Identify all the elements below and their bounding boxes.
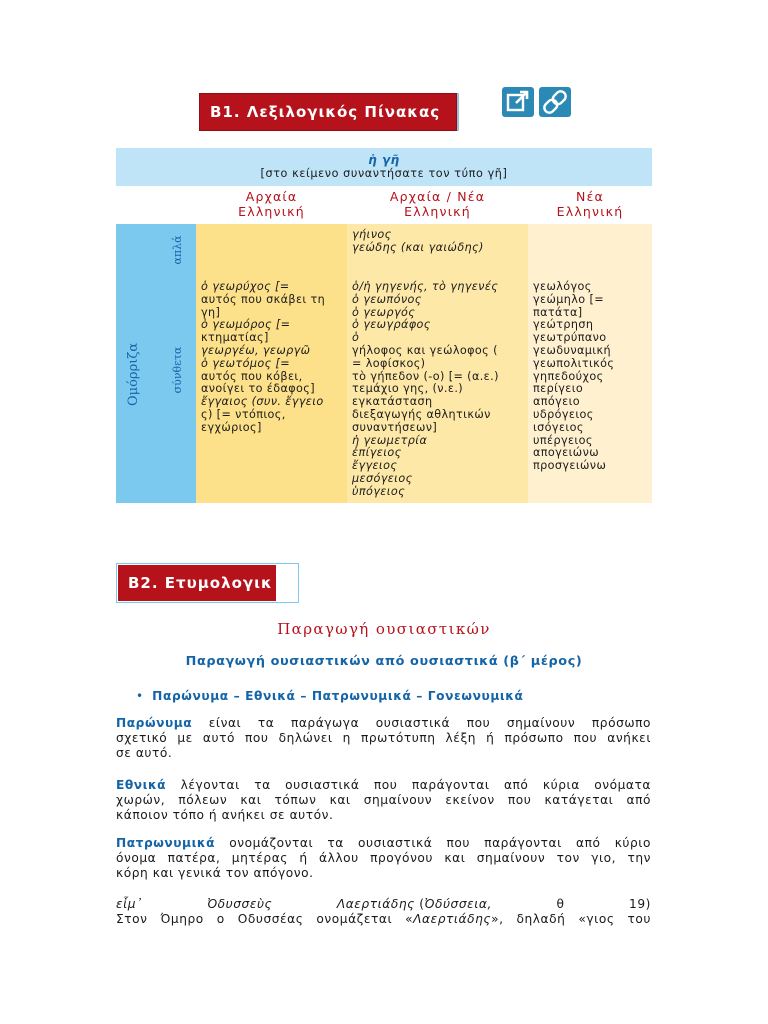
cell-line: γεωργέω, γεωργῶ: [201, 343, 311, 357]
col-head-ancient-modern: [347, 189, 528, 219]
cell-line: εγκατάσταση: [352, 395, 433, 409]
col-head-ancient: [196, 189, 347, 219]
cell-line: τεμάχιο γης, (ν.ε.): [352, 382, 464, 396]
para-text: ονομάζονται τα ουσιαστικά που παράγονται από κύριο: [215, 836, 651, 850]
vocabulary-table: [116, 148, 652, 503]
quote-text: », δηλαδή «γιος του: [491, 912, 651, 927]
quote-word: εἶμ᾽: [116, 897, 143, 911]
quote-word: 19): [629, 897, 651, 911]
external-link-icon[interactable]: [502, 87, 534, 117]
cell-line: γεωδυναμική: [533, 343, 611, 357]
b1-title: Β1. Λεξιλογικός Πίνακας: [210, 103, 441, 121]
col-head-am-l2: Ελληνική: [404, 204, 471, 219]
table-word: ἡ γῆ: [368, 153, 400, 167]
term-patrwnymika: Πατρωνυμικά: [116, 836, 215, 850]
cell-line: γήινος: [352, 228, 392, 241]
quote-word: Ὀδυσσεὺς: [207, 897, 273, 911]
para-line: σχετικό με αυτό που δηλώνει η πρωτότυπη λέξη ή πρόσωπο που ανήκει: [116, 731, 651, 746]
b2-title: Β2. Ετυμολογικ: [128, 574, 273, 592]
quote-text-italic: Λαερτιάδης: [413, 912, 492, 927]
cell-line: γήλοφος και γεώλοφος (: [352, 343, 498, 357]
quote-word: [337, 897, 492, 912]
cell-line: ἡ γεωμετρία: [352, 433, 428, 447]
cell-compound-ancient-modern: [347, 277, 528, 503]
quote-line-2: [116, 912, 651, 927]
cell-line: ὁ/ἡ γηγενής, τὸ γηγενές: [352, 280, 499, 293]
cell-line: ὁ γεωργός: [352, 305, 416, 319]
quote-text: Στον Όμηρο ο Οδυσσέας ονομάζεται «: [116, 912, 414, 927]
cell-line: γη]: [201, 305, 221, 319]
quote-block: [116, 897, 651, 927]
col-head-modern-l1: Νέα: [576, 189, 604, 204]
cell-compound-modern: [528, 277, 652, 477]
term-parwnyma: Παρώνυμα: [116, 716, 193, 730]
section-subtitle: Παραγωγή ουσιαστικών από ουσιαστικά (β΄ μέρος): [185, 654, 583, 669]
cell-line: υπέργειος: [533, 433, 593, 447]
side-main-label: [122, 342, 142, 406]
para-line: χωρών, πόλεων και τόπων και σημαίνουν εκείνον που κατάγεται από: [116, 793, 651, 808]
side-compound-label: [166, 340, 182, 400]
cell-line: ὁ γεωρύχος [=: [201, 280, 290, 293]
cell-line: ὁ: [352, 331, 360, 345]
cell-line: γεωτρύπανο: [533, 331, 607, 345]
cell-line: αυτός που σκάβει τη: [201, 292, 326, 306]
quote-word: θ: [556, 897, 565, 911]
b1-heading: [199, 93, 457, 131]
cell-line: ὁ γεωτόμος [=: [201, 356, 291, 370]
col-head-modern: [528, 189, 652, 219]
side-simple-text: απλά: [171, 235, 184, 265]
cell-line: συναντήσεων]: [352, 420, 438, 434]
cell-line: ανοίγει το έδαφος]: [201, 382, 316, 396]
cell-line: ὁ γεωμόρος [=: [201, 318, 291, 332]
cell-line: απόγειο: [533, 395, 581, 409]
cell-line: περίγειο: [533, 382, 584, 396]
cell-line: ὁ γεωγράφος: [352, 318, 431, 332]
para-line: σε αυτό.: [116, 746, 173, 761]
para-text: είναι τα παράγωγα ουσιαστικά που σημαίνουν πρόσωπο: [192, 716, 651, 730]
cell-line: ἔγγειος: [352, 459, 398, 473]
col-head-am-l1: Αρχαία / Νέα: [389, 189, 486, 204]
para-line: [116, 716, 651, 731]
section-title: Παραγωγή ουσιαστικών: [277, 620, 491, 638]
cell-line: πατάτα]: [533, 305, 583, 319]
table-word-header: [116, 148, 652, 186]
para-text: λέγονται τα ουσιαστικά που παράγονται από κύρια ονόματα: [166, 778, 651, 792]
quote-source: Ὀδύσσεια,: [424, 897, 492, 911]
col-head-ancient-l1: Αρχαία: [245, 189, 298, 204]
cell-simple-ancient-modern: [347, 225, 528, 259]
b2-heading: [118, 565, 276, 601]
table-note: [στο κείμενο συναντήσατε τον τύπο γῆ]: [260, 167, 508, 180]
cell-line: απογειώνω: [533, 446, 599, 460]
cell-line: γεώμηλο [=: [533, 292, 605, 306]
bullet-dot: •: [136, 689, 144, 703]
para-line: όνομα πατέρα, μητέρας ή άλλου προγόνου και σημαίνουν τον γιο, την: [116, 851, 651, 866]
paragraph-ethnika: [116, 778, 651, 824]
quote-paren: (: [419, 897, 425, 911]
cell-line: ισόγειος: [533, 420, 584, 434]
cell-line: αυτός που κόβει,: [201, 369, 303, 383]
paragraph-patrwnymika: [116, 836, 651, 882]
paragraph-parwnyma: [116, 716, 651, 762]
para-line: [116, 836, 651, 851]
cell-line: = λοφίσκος): [352, 356, 426, 370]
cell-line: μεσόγειος: [352, 471, 413, 485]
quote-word-inner: Λαερτιάδης: [336, 897, 415, 911]
col-head-ancient-l2: Ελληνική: [238, 204, 305, 219]
cell-line: γεώδης (και γαιώδης): [352, 240, 484, 254]
side-simple-label: [166, 230, 182, 270]
cell-compound-ancient: [196, 277, 347, 439]
cell-line: ἐπίγειος: [352, 446, 402, 460]
cell-line: γεώτρηση: [533, 318, 594, 332]
b2-heading-frame: [116, 563, 299, 603]
cell-line: υδρόγειος: [533, 407, 594, 421]
side-main-text: Ομόρριζα: [126, 342, 141, 406]
cell-line: προσγειώνω: [533, 459, 607, 473]
link-icon[interactable]: [539, 87, 571, 117]
para-line: [116, 778, 651, 793]
side-compound-text: σύνθετα: [171, 346, 184, 394]
cell-line: εγχώριος]: [201, 420, 262, 434]
cell-line: διεξαγωγής αθλητικών: [352, 407, 491, 421]
bullet-text: Παρώνυμα – Εθνικά – Πατρωνυμικά – Γονεωνυμικά: [152, 689, 524, 703]
term-ethnika: Εθνικά: [116, 778, 167, 792]
quote-line: [116, 897, 651, 912]
col-head-modern-l2: Ελληνική: [556, 204, 624, 219]
cell-line: ὁ γεωπόνος: [352, 292, 422, 306]
cell-line: ἔγγαιος (συν. ἔγγειο: [201, 395, 324, 409]
cell-line: γηπεδούχος: [533, 369, 604, 383]
side-label-column: [116, 224, 196, 503]
para-line: κάποιον τόπο ή ανήκει σε αυτόν.: [116, 808, 334, 823]
cell-line: γεωλόγος: [533, 280, 592, 293]
cell-line: κτηματίας]: [201, 331, 269, 345]
para-line: κόρη και γενικά τον απόγονο.: [116, 866, 314, 881]
cell-line: ς) [= ντόπιος,: [201, 407, 286, 421]
cell-line: γεωπολιτικός: [533, 356, 615, 370]
bullet-item: [136, 685, 656, 704]
cell-line: τὸ γήπεδον (-ο) [= (α.ε.): [352, 369, 499, 383]
cell-line: ὑπόγειος: [352, 484, 406, 498]
